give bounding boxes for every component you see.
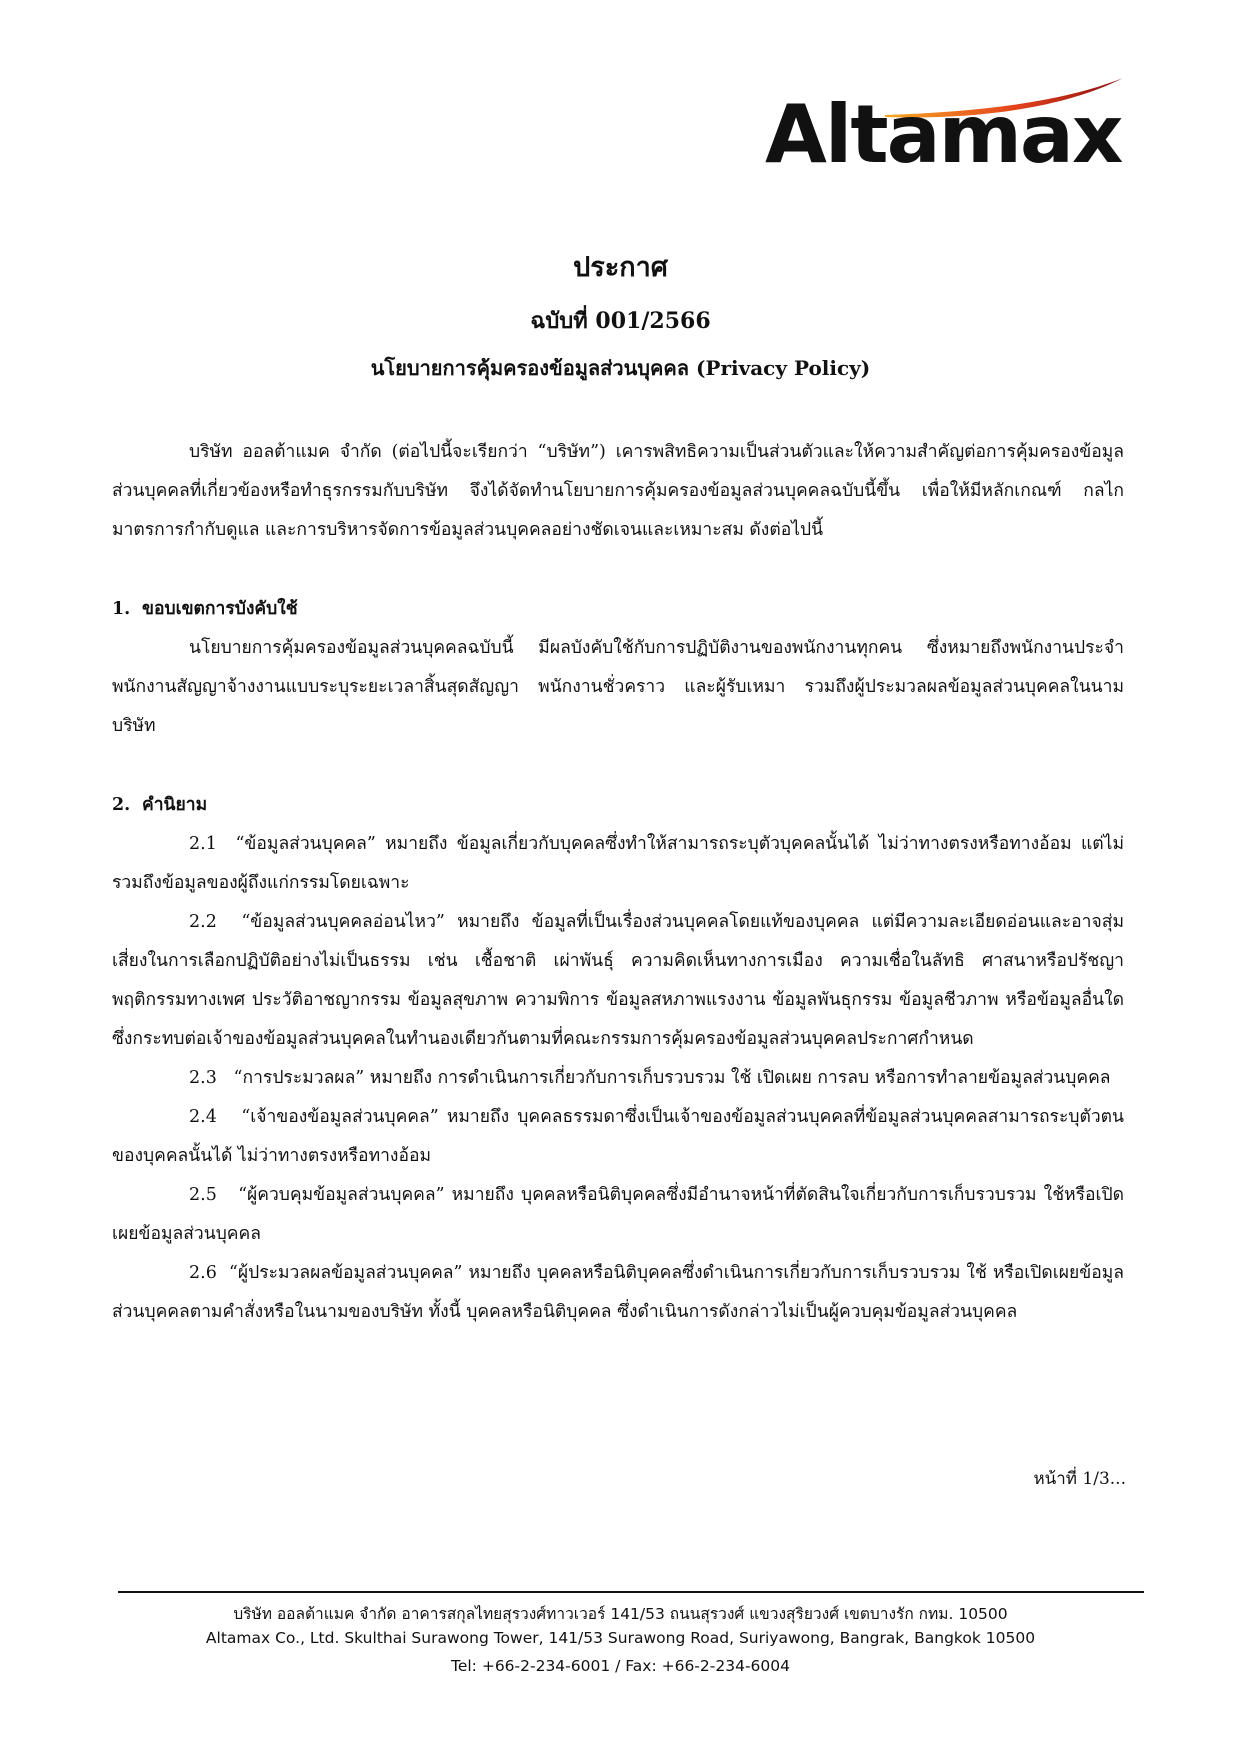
definition-item: 2.5 “ผู้ควบคุมข้อมูลส่วนบุคคล” หมายถึง บุคคลหรือนิติบุคคลซึ่งมีอำนาจหน้าที่ตัดสินใจเกี่ยวกับการเก็บรวบรวม ใช้หรือเปิดเผยข้อมูลส่วนบุคคล [112,1185,1124,1244]
footer-address-thai: บริษัท ออลต้าแมค จำกัด อาคารสกุลไทยสุรวงศ์ทาวเวอร์ 141/53 ถนนสุรวงศ์ แขวงสุริยวงศ์ เขตบางรัก กทม. 10500 [233,1605,1008,1623]
definition-item: 2.6 “ผู้ประมวลผลข้อมูลส่วนบุคคล” หมายถึง บุคคลหรือนิติบุคคลซึ่งดำเนินการเกี่ยวกับการเก็บรวบรวม ใช้ หรือเปิดเผยข้อมูลส่วนบุคคลตามคำสั่งหรือในนามของบริษัท ทั้งนี้ บุคคลหรือนิติบุคคล ซึ่งดำเนินการดังกล่าวไม่เป็นผู้ควบคุมข้อมูลส่วนบุคคล [112,1263,1124,1322]
definition-item: 2.4 “เจ้าของข้อมูลส่วนบุคคล” หมายถึง บุคคลธรรมดาซึ่งเป็นเจ้าของข้อมูลส่วนบุคคลที่ข้อมูลส่วนบุคคลสามารถระบุตัวตนของบุคคลนั้นได้ ไม่ว่าทางตรงหรือทางอ้อม [112,1107,1124,1166]
definition-item: 2.1 “ข้อมูลส่วนบุคคล” หมายถึง ข้อมูลเกี่ยวกับบุคคลซึ่งทำให้สามารถระบุตัวบุคคลนั้นได้ ไม่ว่าทางตรงหรือทางอ้อม แต่ไม่รวมถึงข้อมูลของผู้ถึงแก่กรรมโดยเฉพาะ [112,834,1124,893]
definition-item: 2.2 “ข้อมูลส่วนบุคคลอ่อนไหว” หมายถึง ข้อมูลที่เป็นเรื่องส่วนบุคคลโดยแท้ของบุคคล แต่มีความละเอียดอ่อนและอาจสุ่มเสี่ยงในการเลือกปฏิบัติอย่างไม่เป็นธรรม เช่น เชื้อชาติ เผ่าพันธุ์ ความคิดเห็นทางการเมือง ความเชื่อในลัทธิ ศาสนาหรือปรัชญา พฤติกรรมทางเพศ ประวัติอาชญากรรม ข้อมูลสุขภาพ ความพิการ ข้อมูลสหภาพแรงงาน ข้อมูลพันธุกรรม ข้อมูลชีวภาพ หรือข้อมูลอื่นใด ซึ่งกระทบต่อเจ้าของข้อมูลส่วนบุคคลในทำนองเดียวกันตามที่คณะกรรมการคุ้มครองข้อมูลส่วนบุคคลประกาศกำหนด [112,912,1124,1049]
logo-wordmark: Altamax [765,88,1122,181]
company-logo [765,70,1125,180]
section-text: นโยบายการคุ้มครองข้อมูลส่วนบุคคลฉบับนี้ มีผลบังคับใช้กับการปฏิบัติงานของพนักงานทุกคน ซึ่งหมายถึงพนักงานประจำ พนักงานสัญญาจ้างงานแบบระบุระยะเวลาสิ้นสุดสัญญา พนักงานชั่วคราว และผู้รับเหมา รวมถึงผู้ประมวลผลข้อมูลส่วนบุคคลในนามบริษัท [112,638,1124,736]
section-1 [112,590,1124,746]
section-2 [112,786,1124,1332]
footer-contact: Tel: +66-2-234-6001 / Fax: +66-2-234-6004 [451,1657,790,1675]
document-subject: นโยบายการคุ้มครองข้อมูลส่วนบุคคล (Privacy Policy) [370,356,871,380]
section-heading: 1. ขอบเขตการบังคับใช้ [112,599,298,619]
footer-address-english: Altamax Co., Ltd. Skulthai Surawong Tower, 141/53 Surawong Road, Suriyawong, Bangrak, Bangkok 10500 [205,1629,1036,1647]
section-heading: 2. คำนิยาม [112,795,208,815]
page-indicator: หน้าที่ 1/3... [1033,1469,1126,1489]
document-number: ฉบับที่ 001/2566 [530,308,711,334]
footer-divider [118,1591,1144,1593]
intro-paragraph: บริษัท ออลต้าแมค จำกัด (ต่อไปนี้จะเรียกว่า “บริษัท”) เคารพสิทธิความเป็นส่วนตัวและให้ความสำคัญต่อการคุ้มครองข้อมูลส่วนบุคคลที่เกี่ยวข้องหรือทำธุรกรรมกับบริษัท จึงได้จัดทำนโยบายการคุ้มครองข้อมูลส่วนบุคคลฉบับนี้ขึ้น เพื่อให้มีหลักเกณฑ์ กลไก มาตรการกำกับดูแล และการบริหารจัดการข้อมูลส่วนบุคคลอย่างชัดเจนและเหมาะสม ดังต่อไปนี้ [112,442,1124,540]
definition-item: 2.3 “การประมวลผล” หมายถึง การดำเนินการเกี่ยวกับการเก็บรวบรวม ใช้ เปิดเผย การลบ หรือการทำลายข้อมูลส่วนบุคคล [189,1068,1111,1088]
document-title: ประกาศ [573,252,668,283]
